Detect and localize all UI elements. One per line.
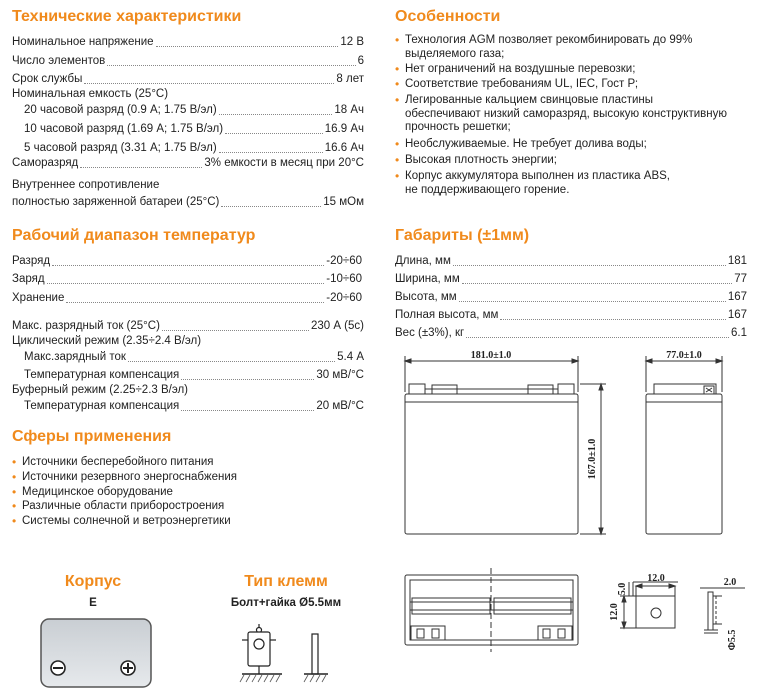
dim-value: 167 <box>727 291 747 303</box>
dim-value: 77 <box>734 273 747 285</box>
dim-label: Вес (±3%), кг <box>395 327 465 339</box>
spec-value: 20 мВ/°С <box>316 400 364 412</box>
spec-label: Температурная компенсация <box>24 400 180 412</box>
application-item: • Различные области приборостроения <box>12 500 224 514</box>
application-item: • Медицинское оборудование <box>12 486 173 500</box>
self-discharge-row <box>12 156 364 171</box>
spec-label: Номинальное напряжение <box>12 36 154 48</box>
application-item: • Системы солнечной и ветроэнергетики <box>12 515 231 529</box>
temp-row-storage <box>12 291 362 306</box>
dim-row-total-height <box>395 308 747 323</box>
resistance-row <box>12 195 364 210</box>
feature-item: • Корпус аккумулятора выполнен из пластика ABS, не поддерживающего горение. <box>395 170 670 197</box>
spec-value: 8 лет <box>336 73 364 85</box>
specs-title: Технические характеристики <box>12 8 242 25</box>
feature-item: • Легированные кальцием свинцовые пластины обеспечивают низкий саморазряд, высокую конструктивную прочность решетки; <box>395 94 727 135</box>
temp-label: Хранение <box>12 292 65 304</box>
dim-value: 6.1 <box>731 327 747 339</box>
spec-value: 18 Ач <box>334 104 364 116</box>
drawing-term-w: 12.0 <box>647 573 665 584</box>
cyclic-title: Циклический режим (2.35÷2.4 В/эл) <box>12 335 202 347</box>
spec-value: 15 мОм <box>323 196 364 208</box>
temp-row-discharge <box>12 254 362 269</box>
temp-label: Разряд <box>12 255 51 267</box>
spec-label: Температурная компенсация <box>24 369 180 381</box>
feature-item: • Высокая плотность энергии; <box>395 154 557 168</box>
spec-value: 30 мВ/°С <box>316 369 364 381</box>
spec-value: 5.4 А <box>337 351 364 363</box>
spec-label: Макс. разрядный ток (25°С) <box>12 320 160 332</box>
dim-label: Полная высота, мм <box>395 309 499 321</box>
spec-value: 230 А (5с) <box>310 320 364 332</box>
buffer-row-comp <box>24 399 364 414</box>
dim-row-height <box>395 290 747 305</box>
drawing-term-t: 2.0 <box>723 577 737 588</box>
feature-item: • Соответствие требованиям UL, IEC, Гост Р; <box>395 78 638 92</box>
capacity-row-10h <box>24 122 364 137</box>
feature-item: • Необслуживаемые. Не требует долива воды; <box>395 138 647 152</box>
max-current-row <box>12 319 364 334</box>
spec-label: Макс.зарядный ток <box>24 351 126 363</box>
case-icon <box>40 618 152 688</box>
resistance-line1: Внутреннее сопротивление <box>12 179 160 191</box>
features-title: Особенности <box>395 8 501 25</box>
spec-label: 10 часовой разряд (1.69 А; 1.75 В/эл) <box>24 123 224 135</box>
dim-row-length <box>395 254 747 269</box>
spec-value: 3% емкости в месяц при 20°С <box>204 157 364 169</box>
spec-label: Саморазряд <box>12 157 79 169</box>
spec-value: 6 <box>357 55 364 67</box>
drawing-term-h1: 5.0 <box>617 582 628 596</box>
capacity-row-20h <box>24 103 364 118</box>
terminal-title: Тип клемм <box>244 573 328 590</box>
cyclic-row-comp <box>24 368 364 383</box>
drawing-height: 167.0±1.0 <box>587 438 598 480</box>
capacity-title: Номинальная емкость (25°С) <box>12 88 169 100</box>
case-title: Корпус <box>64 573 122 590</box>
spec-row-life <box>12 72 364 87</box>
temp-value: -10÷60 <box>326 273 362 285</box>
dim-value: 181 <box>727 255 747 267</box>
spec-label: полностью заряженной батареи (25°С) <box>12 196 220 208</box>
spec-label: Число элементов <box>12 55 106 67</box>
dim-value: 167 <box>727 309 747 321</box>
applications-title: Сферы применения <box>12 428 172 445</box>
terminal-value: Болт+гайка Ø5.5мм <box>230 597 342 609</box>
drawing-length: 181.0±1.0 <box>470 350 512 361</box>
application-item: • Источники бесперебойного питания <box>12 456 213 470</box>
spec-label: 20 часовой разряд (0.9 А; 1.75 В/эл) <box>24 104 217 116</box>
feature-item: • Нет ограничений на воздушные перевозки; <box>395 63 635 77</box>
drawing-term-d: Φ5.5 <box>727 629 738 651</box>
temp-label: Заряд <box>12 273 45 285</box>
feature-item: • Технология AGM позволяет рекомбинировать до 99% выделяемого газа; <box>395 34 692 61</box>
application-item: • Источники резервного энергоснабжения <box>12 471 237 485</box>
terminal-icon <box>232 624 342 688</box>
dim-label: Высота, мм <box>395 291 457 303</box>
dim-label: Длина, мм <box>395 255 451 267</box>
buffer-title: Буферный режим (2.25÷2.3 В/эл) <box>12 384 189 396</box>
spec-row-voltage <box>12 35 364 50</box>
drawing-term-h2: 12.0 <box>609 603 620 621</box>
temp-value: -20÷60 <box>326 292 362 304</box>
dimensions-title: Габариты (±1мм) <box>395 227 530 244</box>
spec-label: 5 часовой разряд (3.31 А; 1.75 В/эл) <box>24 142 217 154</box>
drawing-width: 77.0±1.0 <box>666 350 702 361</box>
spec-value: 16.9 Ач <box>324 123 364 135</box>
dim-row-weight <box>395 326 747 341</box>
spec-label: Срок службы <box>12 73 83 85</box>
dim-label: Ширина, мм <box>395 273 460 285</box>
dim-row-width <box>395 272 747 287</box>
case-value: E <box>89 597 97 609</box>
spec-value: 16.6 Ач <box>324 142 364 154</box>
capacity-row-5h <box>24 141 364 156</box>
temp-value: -20÷60 <box>326 255 362 267</box>
cyclic-row-current <box>24 350 364 365</box>
temperature-title: Рабочий диапазон температур <box>12 227 256 244</box>
temp-row-charge <box>12 272 362 287</box>
spec-row-cells <box>12 54 364 69</box>
dimension-drawing <box>390 350 759 690</box>
spec-value: 12 В <box>340 36 364 48</box>
